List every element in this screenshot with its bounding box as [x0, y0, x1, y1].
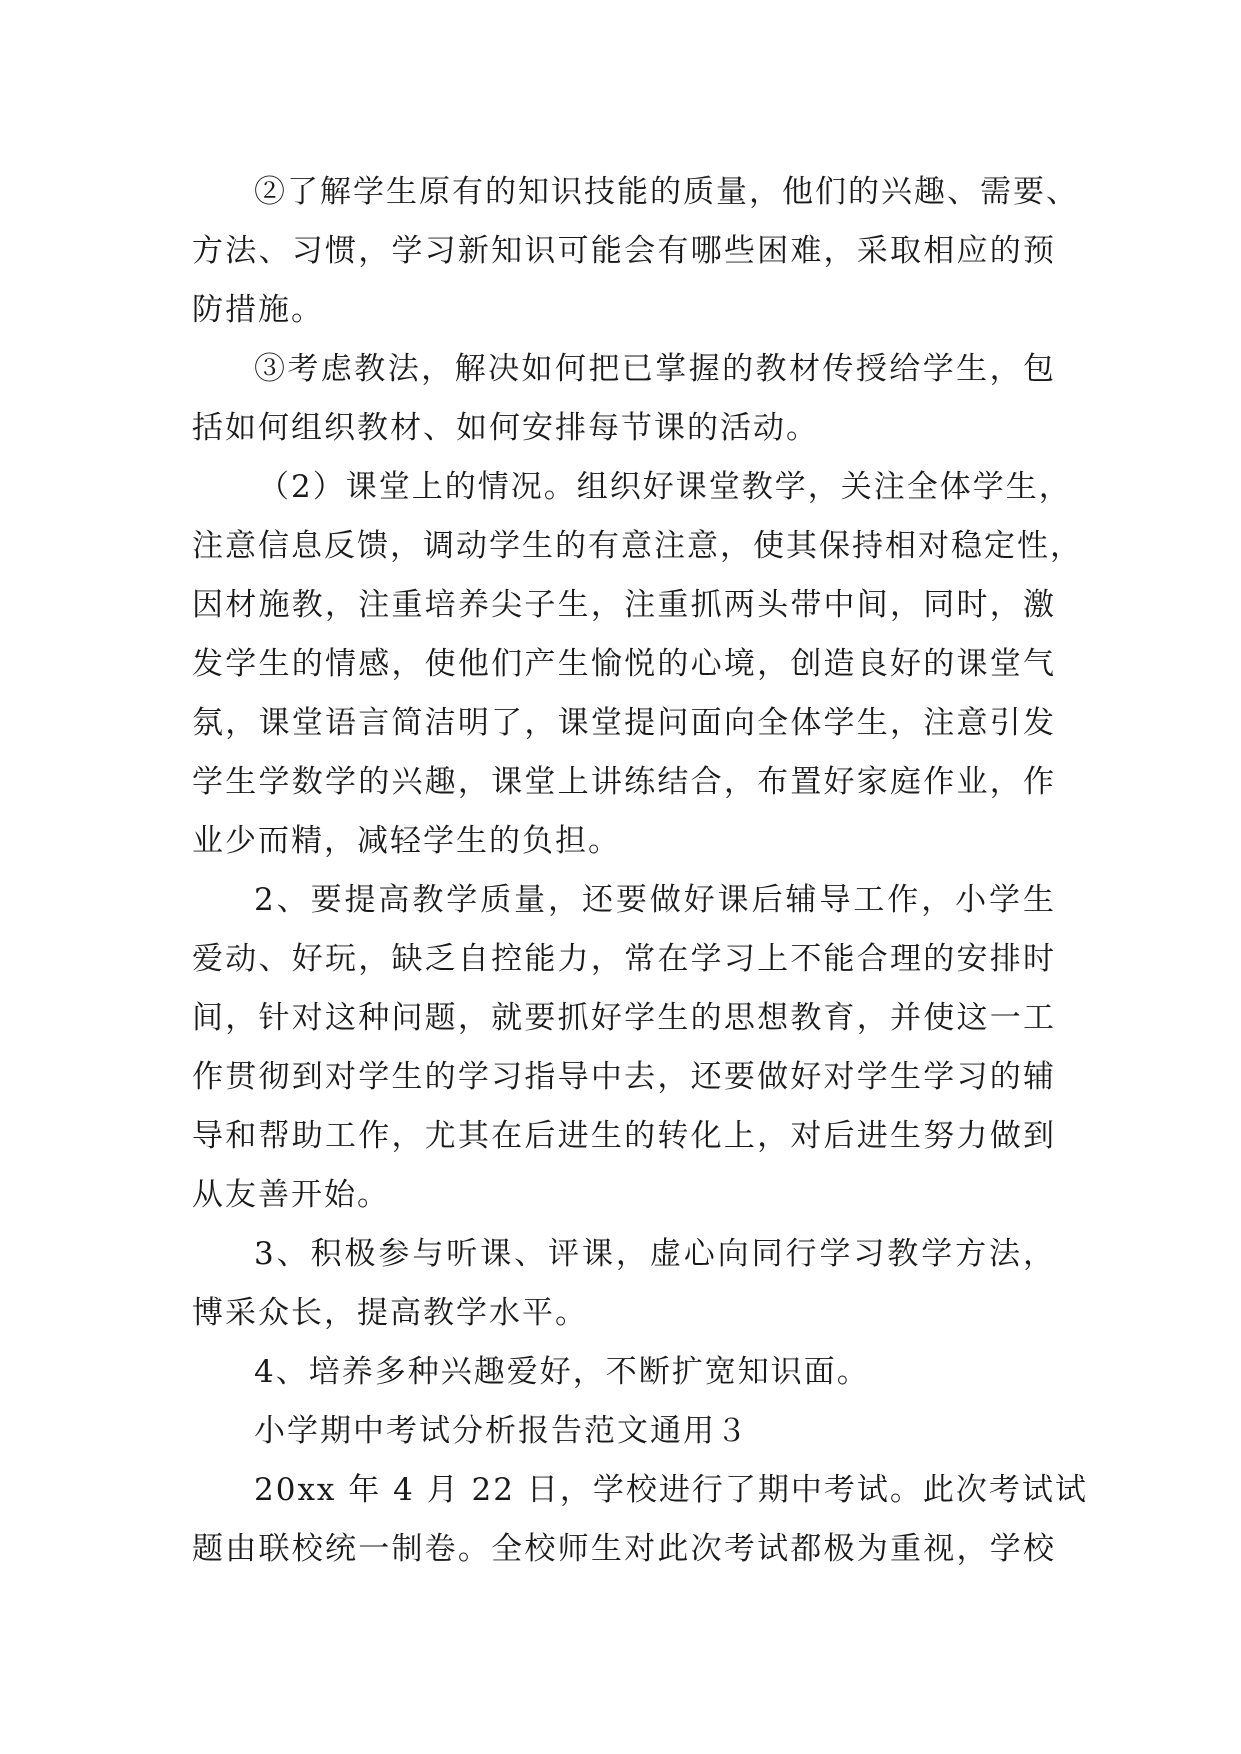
- text-line: 业少而精，减轻学生的负担。: [192, 823, 621, 859]
- text-line: 因材施教，注重培养尖子生，注重抓两头带中间，同时，激: [192, 587, 1056, 623]
- text-line: 题由联校统一制卷。全校师生对此次考试都极为重视，学校: [192, 1531, 1056, 1567]
- paragraph: [192, 871, 1056, 1225]
- paragraph: [192, 1461, 1088, 1579]
- text-line: 间，针对这种问题，就要抓好学生的思想教育，并使这一工: [192, 1000, 1056, 1036]
- text-line: 爱动、好玩，缺乏自控能力，常在学习上不能合理的安排时: [192, 941, 1056, 977]
- document-body: [192, 163, 1088, 1579]
- text-line: 2、要提高教学质量，还要做好课后辅导工作，小学生: [254, 882, 1056, 918]
- text-line: 导和帮助工作，尤其在后进生的转化上，对后进生努力做到: [192, 1118, 1056, 1154]
- section-heading: [192, 1402, 1056, 1461]
- text-line: 发学生的情感，使他们产生愉悦的心境，创造良好的课堂气: [192, 646, 1056, 682]
- text-line: 方法、习惯，学习新知识可能会有哪些困难，采取相应的预: [192, 233, 1056, 269]
- paragraph: [192, 340, 1056, 458]
- paragraph: [192, 458, 1083, 871]
- text-line: 氛，课堂语言简洁明了，课堂提问面向全体学生，注意引发: [192, 705, 1056, 741]
- text-line: ②了解学生原有的知识技能的质量，他们的兴趣、需要、: [254, 174, 1079, 210]
- text-line: 括如何组织教材、如何安排每节课的活动。: [192, 410, 819, 446]
- text-line: 从友善开始。: [192, 1177, 390, 1213]
- text-line: ③考虑教法，解决如何把已掌握的教材传授给学生，包: [254, 351, 1056, 387]
- text-line: 学生学数学的兴趣，课堂上讲练结合，布置好家庭作业，作: [192, 764, 1056, 800]
- text-line: 作贯彻到对学生的学习指导中去，还要做好对学生学习的辅: [192, 1059, 1056, 1095]
- text-line: 防措施。: [192, 292, 324, 328]
- text-line: 4、培养多种兴趣爱好，不断扩宽知识面。: [254, 1354, 870, 1390]
- text-line: 3、积极参与听课、评课，虚心向同行学习教学方法，: [254, 1236, 1056, 1272]
- paragraph: [192, 1343, 1056, 1402]
- text-line: 博采众长，提高教学水平。: [192, 1295, 588, 1331]
- text-line: （2）课堂上的情况。组织好课堂教学，关注全体学生，: [258, 469, 1072, 505]
- paragraph: [192, 163, 1079, 340]
- text-line: 20xx 年 4 月 22 日，学校进行了期中考试。此次考试试: [254, 1472, 1088, 1508]
- paragraph: [192, 1225, 1056, 1343]
- heading-line: 小学期中考试分析报告范文通用３: [254, 1413, 749, 1449]
- text-line: 注意信息反馈，调动学生的有意注意，使其保持相对稳定性，: [192, 528, 1083, 564]
